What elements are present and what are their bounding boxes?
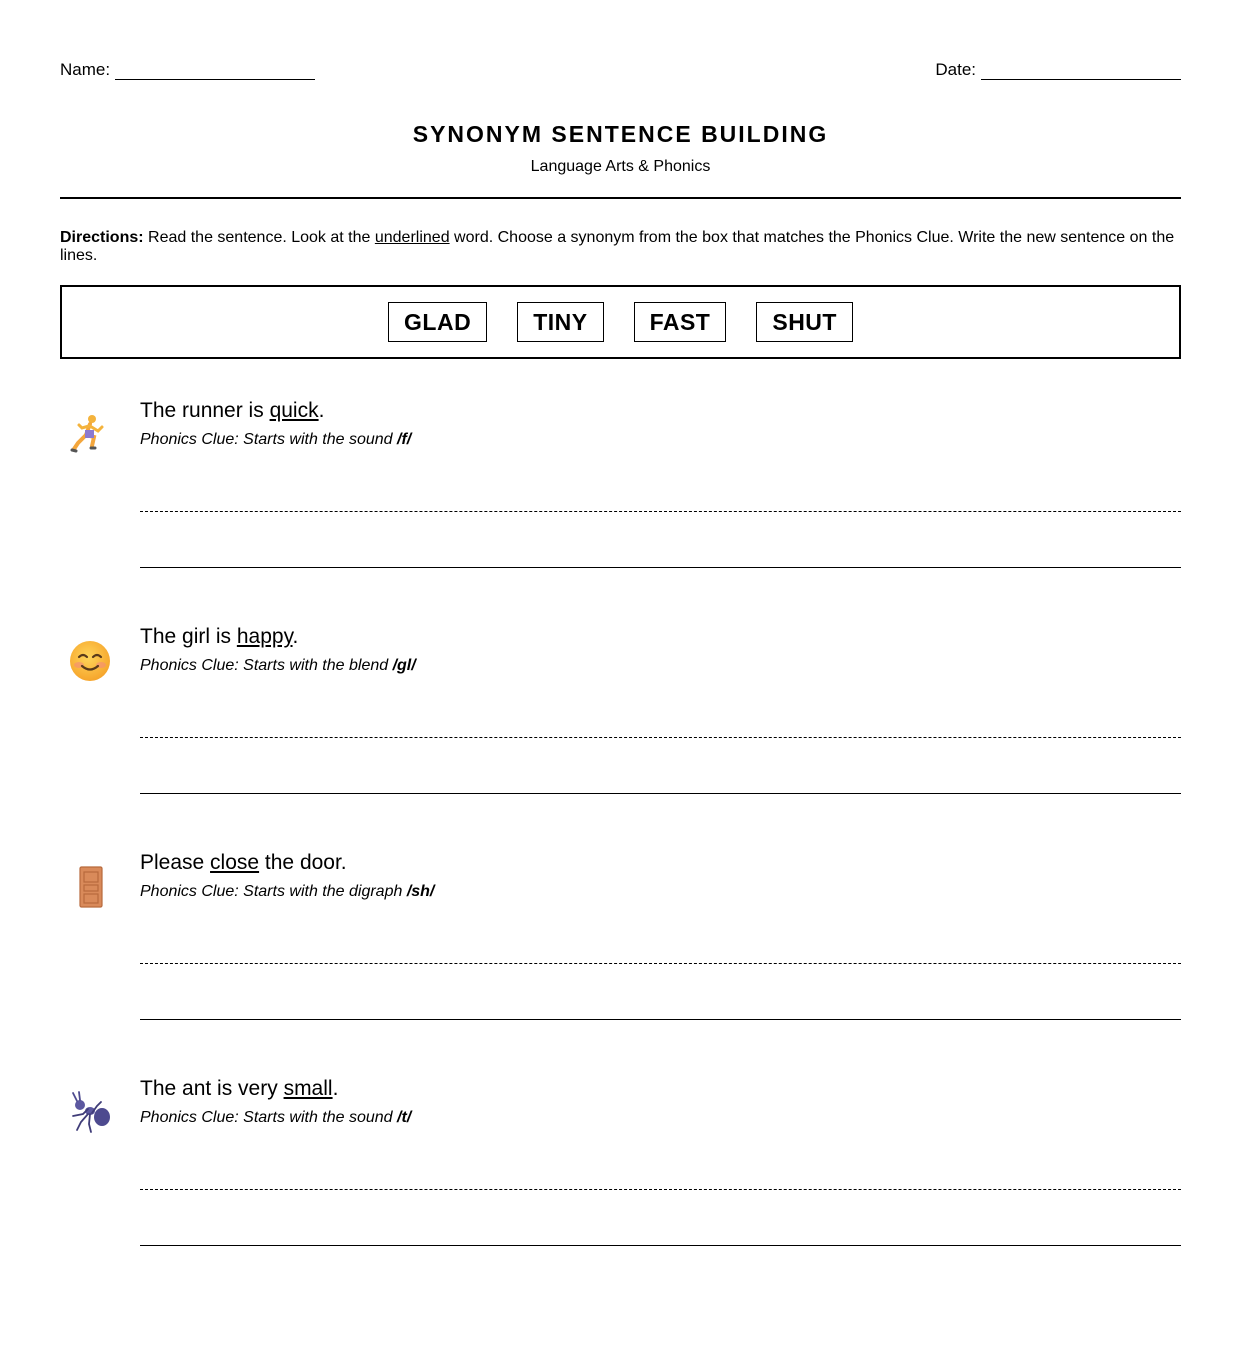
sentence-after: . xyxy=(332,1077,339,1100)
target-word: small xyxy=(283,1077,333,1100)
title-divider xyxy=(60,197,1181,199)
writing-line-solid[interactable] xyxy=(140,567,1181,568)
target-word: happy xyxy=(236,625,293,648)
sentence-after: . xyxy=(318,399,325,422)
phonics-clue xyxy=(140,431,411,449)
word-bank xyxy=(60,285,1181,359)
writing-line-dashed[interactable] xyxy=(140,1189,1181,1190)
directions-label: Directions: xyxy=(60,229,144,246)
writing-line-dashed[interactable] xyxy=(140,963,1181,964)
sentence-after: . xyxy=(292,625,299,648)
sentence xyxy=(140,399,324,423)
word-bank-item: FAST xyxy=(634,302,727,342)
clue-text: Phonics Clue: Starts with the digraph xyxy=(140,883,407,900)
word-bank-item: SHUT xyxy=(756,302,853,342)
clue-sound: /t/ xyxy=(397,1109,412,1126)
clue-text: Phonics Clue: Starts with the blend xyxy=(140,657,393,674)
page-subtitle: Language Arts & Phonics xyxy=(530,158,711,175)
name-blank[interactable] xyxy=(115,65,315,80)
directions-underlined: underlined xyxy=(374,229,450,246)
exercise-item-2 xyxy=(60,625,1181,825)
sentence xyxy=(140,1077,338,1101)
writing-line-solid[interactable] xyxy=(140,793,1181,794)
sentence-after: the door. xyxy=(259,851,347,874)
phonics-clue xyxy=(140,883,434,901)
writing-line-dashed[interactable] xyxy=(140,511,1181,512)
writing-line-dashed[interactable] xyxy=(140,737,1181,738)
exercise-item-1 xyxy=(60,399,1181,599)
writing-line-solid[interactable] xyxy=(140,1019,1181,1020)
clue-text: Phonics Clue: Starts with the sound xyxy=(140,1109,398,1126)
sentence xyxy=(140,625,298,649)
clue-sound: /gl/ xyxy=(392,657,416,674)
word-bank-item: TINY xyxy=(517,302,603,342)
target-word: quick xyxy=(269,399,319,422)
page-title: SYNONYM SENTENCE BUILDING xyxy=(412,121,829,147)
target-word: close xyxy=(210,851,260,874)
date-label: Date: xyxy=(935,60,976,79)
clue-sound: /sh/ xyxy=(406,883,435,900)
name-label: Name: xyxy=(60,60,111,79)
directions-text-before: Read the sentence. Look at the xyxy=(143,229,375,246)
directions xyxy=(60,229,1181,265)
clue-text: Phonics Clue: Starts with the sound xyxy=(140,431,398,448)
directions-text-after: word. Choose a synonym from the box that matches the Phonics Clue. Write the new sentence on the lines. xyxy=(60,229,1175,264)
sentence-before: The runner is xyxy=(140,399,270,422)
sentence-before: Please xyxy=(140,851,211,874)
runner-icon xyxy=(64,409,116,461)
clue-sound: /f/ xyxy=(397,431,412,448)
sentence xyxy=(140,851,347,875)
sentence-before: The girl is xyxy=(140,625,237,648)
door-icon xyxy=(64,861,116,913)
exercise-item-3 xyxy=(60,851,1181,1051)
date-field xyxy=(935,60,1181,80)
ant-icon xyxy=(64,1087,116,1139)
phonics-clue xyxy=(140,657,416,675)
name-field xyxy=(60,60,315,80)
date-blank[interactable] xyxy=(981,65,1181,80)
word-bank-item: GLAD xyxy=(388,302,487,342)
writing-line-solid[interactable] xyxy=(140,1245,1181,1246)
header-row xyxy=(60,60,1181,80)
exercise-item-4 xyxy=(60,1077,1181,1277)
sentence-before: The ant is very xyxy=(140,1077,284,1100)
smiling-face-icon xyxy=(64,635,116,687)
phonics-clue xyxy=(140,1109,411,1127)
